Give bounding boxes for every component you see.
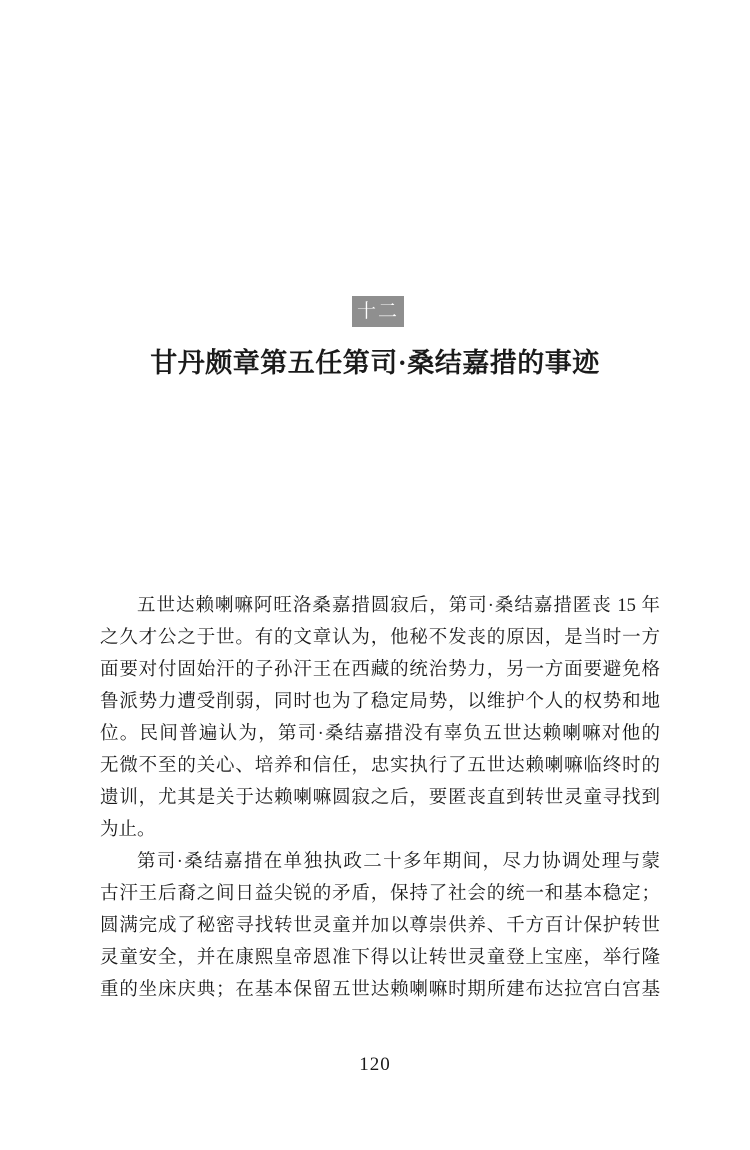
- chapter-number-badge: 十二: [352, 296, 404, 327]
- paragraph-line: 遗训，尤其是关于达赖喇嘛圆寂之后，要匿丧直到转世灵童寻找到: [100, 788, 660, 808]
- paragraph-line: 位。民间普遍认为，第司·桑结嘉措没有辜负五世达赖喇嘛对他的: [100, 724, 660, 744]
- paragraph-line: 五世达赖喇嘛阿旺洛桑嘉措圆寂后，第司·桑结嘉措匿丧 15 年: [137, 596, 660, 616]
- paragraph-line: 之久才公之于世。有的文章认为，他秘不发丧的原因，是当时一方: [100, 628, 660, 648]
- paragraph-line: 第司·桑结嘉措在单独执政二十多年期间，尽力协调处理与蒙: [137, 852, 660, 872]
- paragraph-line: 古汗王后裔之间日益尖锐的矛盾，保持了社会的统一和基本稳定；: [100, 884, 660, 904]
- paragraph-line: 无微不至的关心、培养和信任，忠实执行了五世达赖喇嘛临终时的: [100, 756, 660, 776]
- paragraph-line: 圆满完成了秘密寻找转世灵童并加以尊崇供养、千方百计保护转世: [100, 916, 660, 936]
- page-number: 120: [359, 1054, 391, 1075]
- chapter-title: 甘丹颇章第五任第司·桑结嘉措的事迹: [150, 348, 600, 378]
- paragraph-line: 重的坐床庆典；在基本保留五世达赖喇嘛时期所建布达拉宫白宫基: [100, 980, 660, 1000]
- paragraph-line: 灵童安全，并在康熙皇帝恩准下得以让转世灵童登上宝座，举行隆: [100, 948, 660, 968]
- paragraph-line: 为止。: [100, 820, 156, 840]
- paragraph-line: 鲁派势力遭受削弱，同时也为了稳定局势，以维护个人的权势和地: [100, 692, 660, 712]
- body-text: [100, 590, 660, 1006]
- paragraph-line: 面要对付固始汗的子孙汗王在西藏的统治势力，另一方面要避免格: [100, 660, 660, 680]
